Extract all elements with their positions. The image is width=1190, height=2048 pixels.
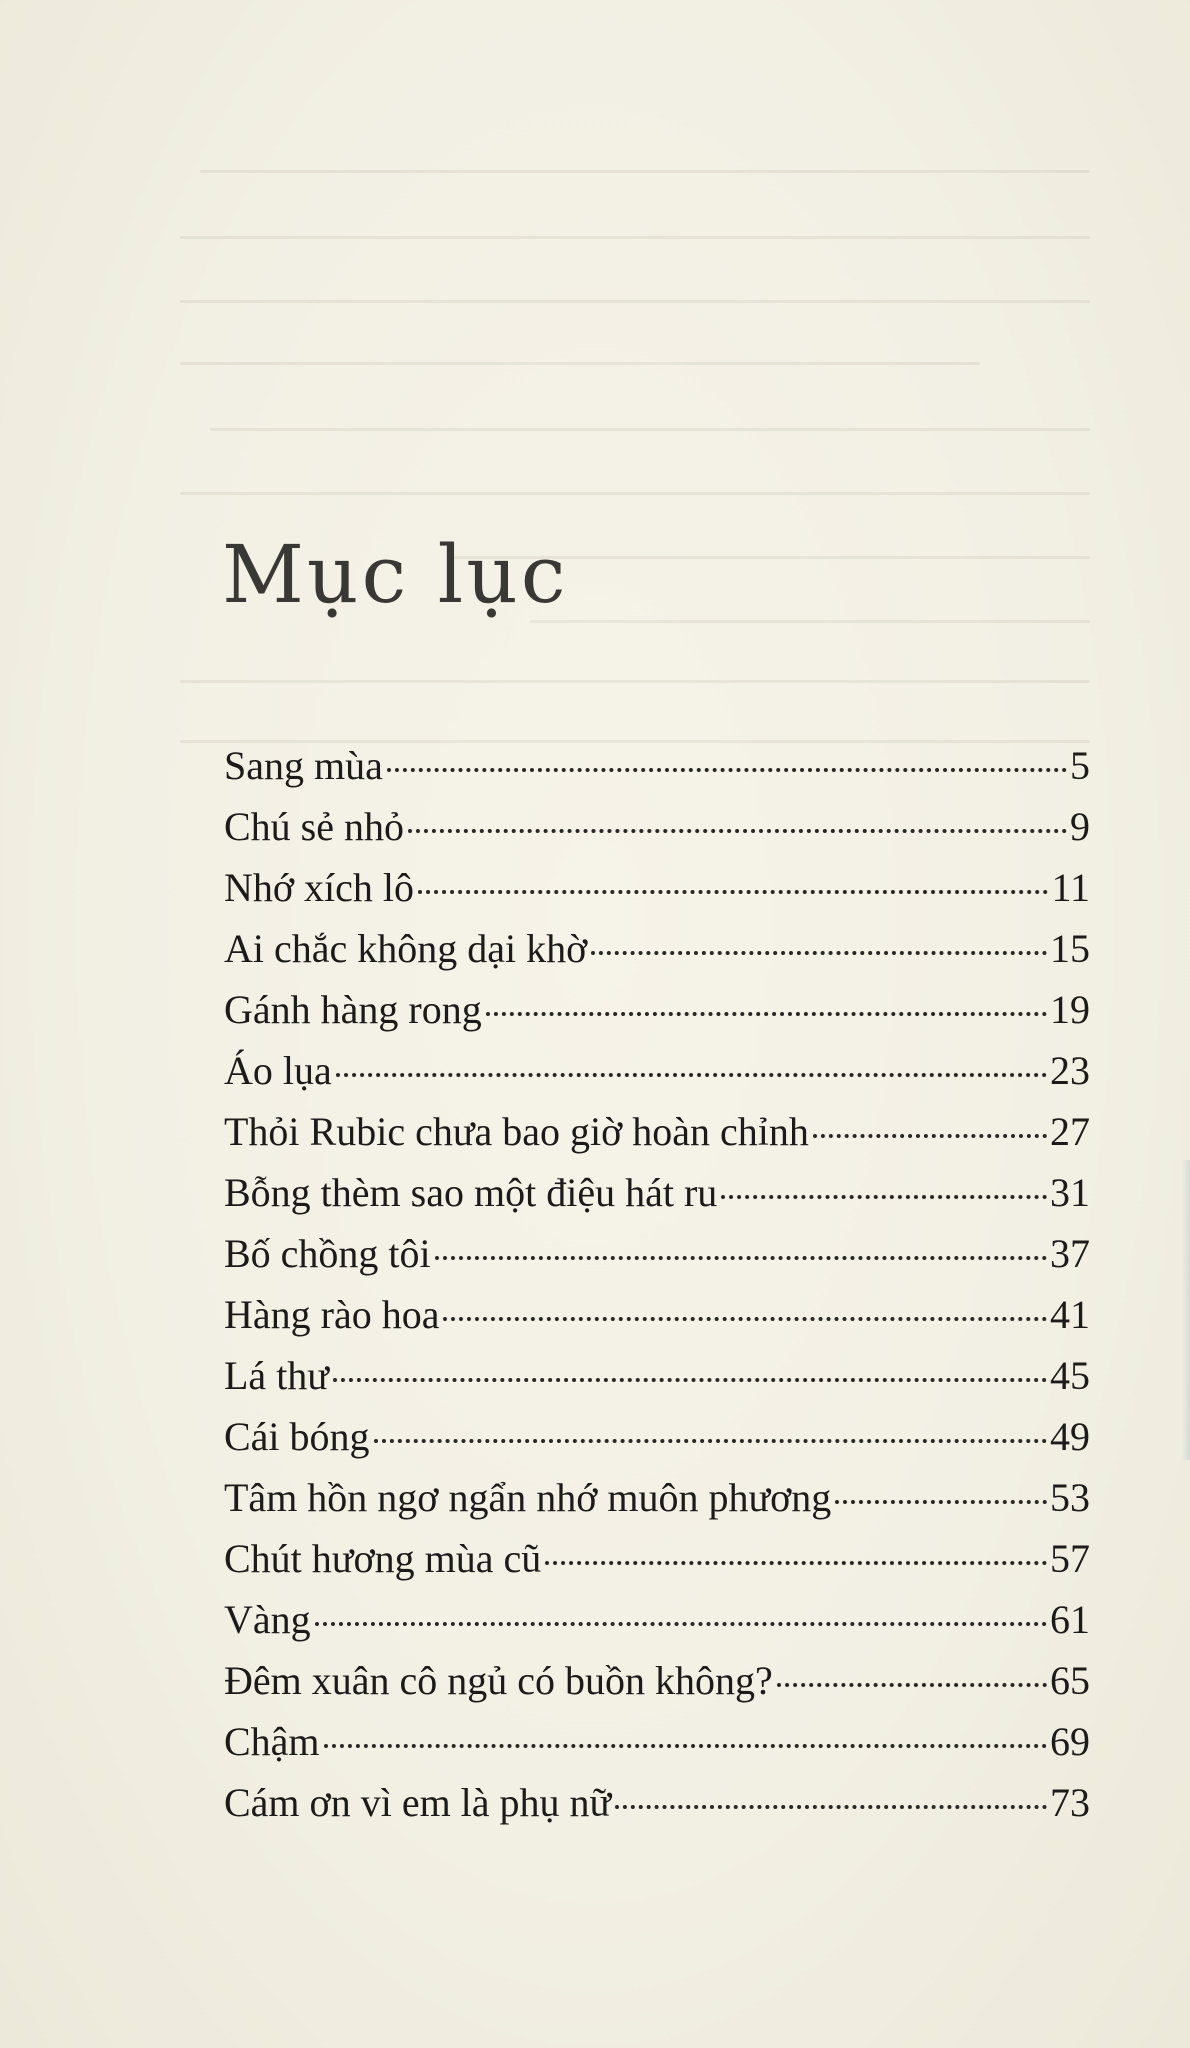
toc-page-number: 23 (1050, 1048, 1090, 1093)
toc-entry (224, 1657, 1090, 1718)
toc-entry-title: Vàng (224, 1597, 311, 1642)
toc-page-number: 15 (1050, 926, 1090, 971)
toc-page-number: 9 (1070, 804, 1090, 849)
bleed-through-line (180, 300, 1090, 303)
toc-dot-leader (813, 1134, 1047, 1138)
toc-entry-title: Lá thư (224, 1353, 329, 1398)
toc-page-number: 37 (1050, 1231, 1090, 1276)
toc-page-number: 19 (1050, 987, 1090, 1032)
toc-entry-title: Sang mùa (224, 743, 383, 788)
toc-page-number: 65 (1050, 1658, 1090, 1703)
toc-entry-title: Chú sẻ nhỏ (224, 804, 404, 849)
bleed-through-line (180, 680, 1090, 683)
toc-entry (224, 986, 1090, 1047)
toc-entry-title: Ai chắc không dại khờ (224, 926, 588, 971)
toc-entry (224, 1169, 1090, 1230)
toc-entry (224, 742, 1090, 803)
toc-entry-title: Bố chồng tôi (224, 1231, 431, 1276)
toc-dot-leader (374, 1439, 1047, 1443)
toc-entry (224, 1718, 1090, 1779)
toc-dot-leader (324, 1744, 1047, 1748)
toc-page-number: 41 (1050, 1292, 1090, 1337)
bleed-through-line (210, 428, 1090, 431)
toc-entry-title: Hàng rào hoa (224, 1292, 440, 1337)
toc-entry-title: Cái bóng (224, 1414, 370, 1459)
toc-entry (224, 1291, 1090, 1352)
toc-entry (224, 1230, 1090, 1291)
toc-page-number: 27 (1050, 1109, 1090, 1154)
toc-entry-title: Thỏi Rubic chưa bao giờ hoàn chỉnh (224, 1109, 809, 1154)
toc-entry (224, 1535, 1090, 1596)
toc-page-number: 11 (1051, 865, 1090, 910)
toc-entry-title: Chút hương mùa cũ (224, 1536, 542, 1581)
toc-entry-title: Tâm hồn ngơ ngẩn nhớ muôn phương (224, 1475, 832, 1520)
toc-dot-leader (418, 890, 1048, 894)
toc-entry (224, 925, 1090, 986)
toc-page-number: 73 (1050, 1780, 1090, 1825)
toc-dot-leader (591, 951, 1047, 955)
toc-page-number: 31 (1050, 1170, 1090, 1215)
toc-page-number: 53 (1050, 1475, 1090, 1520)
toc-page-number: 49 (1050, 1414, 1090, 1459)
toc-dot-leader (835, 1500, 1047, 1504)
page-edge-stain (1182, 1160, 1190, 1460)
bleed-through-line (180, 236, 1090, 239)
toc-entry-title: Nhớ xích lô (224, 865, 415, 910)
toc-dot-leader (387, 768, 1067, 772)
bleed-through-line (200, 170, 1090, 173)
toc-dot-leader (435, 1256, 1047, 1260)
bleed-through-line (180, 362, 980, 365)
page-title: Mục lục (222, 528, 569, 621)
toc-entry (224, 1108, 1090, 1169)
toc-entry-title: Chậm (224, 1719, 320, 1764)
toc-page-number: 5 (1070, 743, 1090, 788)
toc-entry (224, 864, 1090, 925)
bleed-through-line (180, 492, 1090, 495)
toc-dot-leader (777, 1683, 1047, 1687)
toc-dot-leader (315, 1622, 1047, 1626)
toc-entry (224, 803, 1090, 864)
toc-entry-title: Áo lụa (224, 1048, 332, 1093)
toc-page-number: 57 (1050, 1536, 1090, 1581)
toc-page-number: 69 (1050, 1719, 1090, 1764)
toc-entry (224, 1596, 1090, 1657)
toc-entry (224, 1413, 1090, 1474)
toc-entry-title: Bỗng thèm sao một điệu hát ru (224, 1170, 718, 1215)
toc-entry (224, 1047, 1090, 1108)
toc-dot-leader (486, 1012, 1047, 1016)
toc-entry-title: Gánh hàng rong (224, 987, 482, 1032)
toc-dot-leader (336, 1073, 1047, 1077)
toc-dot-leader (408, 829, 1067, 833)
toc-entry-title: Đêm xuân cô ngủ có buồn không? (224, 1658, 773, 1703)
toc-entry-title: Cám ơn vì em là phụ nữ (224, 1780, 612, 1825)
toc-dot-leader (721, 1195, 1047, 1199)
toc-entry (224, 1474, 1090, 1535)
toc-dot-leader (333, 1378, 1047, 1382)
table-of-contents (224, 742, 1090, 1840)
toc-dot-leader (615, 1805, 1047, 1809)
toc-dot-leader (545, 1561, 1047, 1565)
toc-entry (224, 1352, 1090, 1413)
toc-entry (224, 1779, 1090, 1840)
bleed-through-line (530, 620, 1090, 623)
toc-page-number: 61 (1050, 1597, 1090, 1642)
toc-page-number: 45 (1050, 1353, 1090, 1398)
toc-dot-leader (443, 1317, 1047, 1321)
